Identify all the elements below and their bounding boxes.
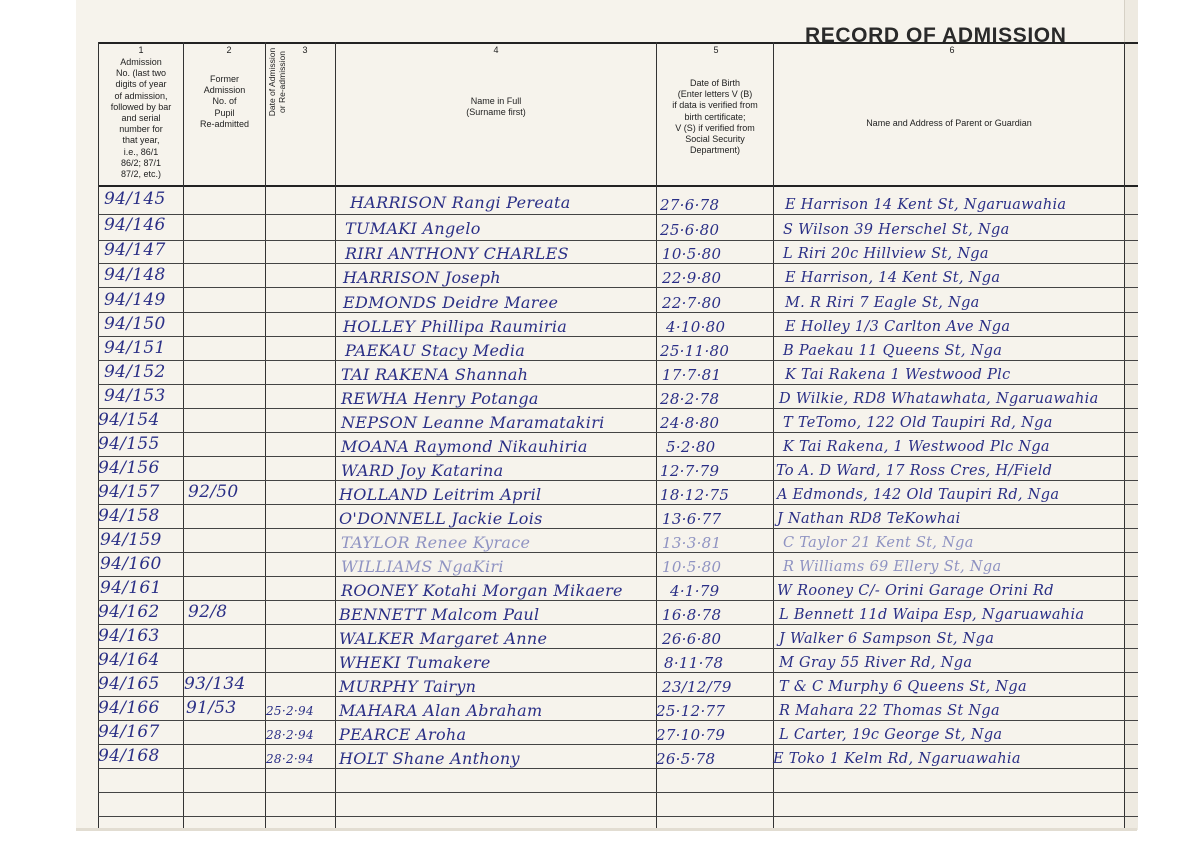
row-line	[98, 480, 1138, 481]
parent-guardian: S Wilson 39 Herschel St, Nga	[783, 222, 1010, 238]
column-divider	[183, 42, 184, 830]
former-admission-no: 93/134	[184, 674, 246, 694]
page-title: RECORD OF ADMISSION	[805, 24, 1067, 47]
pupil-name: WILLIAMS NgaKiri	[341, 557, 504, 576]
parent-guardian: E Harrison 14 Kent St, Ngaruawahia	[785, 197, 1067, 213]
date-of-birth: 25·11·80	[660, 342, 730, 360]
admission-no: 94/156	[98, 458, 160, 478]
pupil-name: REWHA Henry Potanga	[341, 389, 539, 408]
parent-guardian: K Tai Rakena 1 Westwood Plc	[785, 367, 1011, 383]
column-number: 2	[226, 45, 232, 55]
pupil-name: MAHARA Alan Abraham	[339, 701, 543, 720]
parent-guardian: D Wilkie, RD8 Whatawhata, Ngaruawahia	[779, 391, 1099, 407]
pupil-name: RIRI ANTHONY CHARLES	[345, 244, 569, 263]
admission-no: 94/157	[98, 482, 160, 502]
column-number: 1	[138, 45, 144, 55]
row-line	[98, 408, 1138, 409]
date-of-birth: 17·7·81	[662, 366, 722, 384]
pupil-name: PAEKAU Stacy Media	[345, 341, 526, 360]
former-admission-no: 91/53	[186, 698, 237, 718]
pupil-name: BENNETT Malcom Paul	[339, 605, 540, 624]
row-line	[98, 504, 1138, 505]
admission-no: 94/149	[104, 290, 166, 310]
header-former-admission: Former Admission No. of Pupil Re-admitted	[199, 74, 250, 129]
row-line	[98, 240, 1138, 241]
date-of-birth: 28·2·78	[660, 390, 720, 408]
admission-no: 94/164	[98, 650, 160, 670]
column-divider	[335, 42, 336, 830]
parent-guardian: W Rooney C/- Orini Garage Orini Rd	[777, 583, 1054, 599]
date-of-birth: 18·12·75	[660, 486, 730, 504]
admission-date: 28·2·94	[266, 752, 314, 766]
admission-no: 94/160	[100, 554, 162, 574]
parent-guardian: M. R Riri 7 Eagle St, Nga	[785, 295, 980, 311]
date-of-birth: 22·9·80	[662, 269, 722, 287]
date-of-birth: 4·1·79	[670, 582, 720, 600]
row-line	[98, 600, 1138, 601]
admission-no: 94/151	[104, 338, 166, 358]
pupil-name: TAI RAKENA Shannah	[341, 365, 529, 384]
column-divider	[1124, 42, 1125, 830]
column-divider	[773, 42, 774, 830]
admission-no: 94/167	[98, 722, 160, 742]
row-line	[98, 792, 1138, 793]
pupil-name: HOLLEY Phillipa Raumiria	[343, 317, 568, 336]
row-line	[98, 552, 1138, 553]
date-of-birth: 24·8·80	[660, 414, 720, 432]
column-number: 5	[713, 45, 719, 55]
row-line	[98, 432, 1138, 433]
top-rule	[98, 42, 1138, 44]
date-of-birth: 27·6·78	[660, 196, 720, 214]
pupil-name: HARRISON Joseph	[343, 268, 501, 287]
parent-guardian: K Tai Rakena, 1 Westwood Plc Nga	[783, 439, 1050, 455]
row-line	[98, 263, 1138, 264]
pupil-name: NEPSON Leanne Maramatakiri	[341, 413, 605, 432]
admission-no: 94/148	[104, 265, 166, 285]
pupil-name: MOANA Raymond Nikauhiria	[341, 437, 588, 456]
admission-date: 28·2·94	[266, 728, 314, 742]
row-line	[98, 624, 1138, 625]
row-line	[98, 528, 1138, 529]
date-of-birth: 10·5·80	[662, 245, 722, 263]
row-line	[98, 214, 1138, 215]
header-date-of-admission: Date of Admission or Re-admission	[267, 47, 287, 117]
admission-no: 94/159	[100, 530, 162, 550]
parent-guardian: A Edmonds, 142 Old Taupiri Rd, Nga	[777, 487, 1060, 503]
pupil-name: PEARCE Aroha	[339, 725, 467, 744]
date-of-birth: 10·5·80	[662, 558, 722, 576]
row-line	[98, 384, 1138, 385]
parent-guardian: E Toko 1 Kelm Rd, Ngaruawahia	[773, 751, 1021, 767]
date-of-birth: 16·8·78	[662, 606, 722, 624]
parent-guardian: M Gray 55 River Rd, Nga	[779, 655, 973, 671]
row-line	[98, 336, 1138, 337]
row-line	[98, 648, 1138, 649]
pupil-name: TUMAKI Angelo	[345, 219, 481, 238]
date-of-birth: 25·6·80	[660, 221, 720, 239]
pupil-name: EDMONDS Deidre Maree	[343, 293, 559, 312]
row-line	[98, 360, 1138, 361]
header-admission-no: Admission No. (last two digits of year of admission, followed by bar and serial number for that year, i.e., 86/1 86/2; 87/1 87/2, etc.)	[110, 57, 172, 180]
parent-guardian: L Riri 20c Hillview St, Nga	[783, 246, 989, 262]
header-name-in-full: Name in Full (Surname first)	[466, 96, 526, 118]
pupil-name: ROONEY Kotahi Morgan Mikaere	[341, 581, 623, 600]
header-parent-guardian: Name and Address of Parent or Guardian	[866, 118, 1032, 128]
admission-no: 94/147	[104, 240, 166, 260]
admission-no: 94/161	[100, 578, 162, 598]
admission-no: 94/153	[104, 386, 166, 406]
date-of-birth: 4·10·80	[666, 318, 726, 336]
column-number: 4	[493, 45, 499, 55]
parent-guardian: To A. D Ward, 17 Ross Cres, H/Field	[776, 463, 1053, 479]
admission-no: 94/168	[98, 746, 160, 766]
pupil-name: HOLT Shane Anthony	[339, 749, 520, 768]
parent-guardian: B Paekau 11 Queens St, Nga	[783, 343, 1003, 359]
pupil-name: WHEKI Tumakere	[339, 653, 491, 672]
admission-no: 94/146	[104, 215, 166, 235]
admission-date: 25·2·94	[266, 704, 314, 718]
header-date-of-birth: Date of Birth (Enter letters V (B) if data is verified from birth certificate; V (S) if verified from Social Security Department)	[672, 78, 758, 156]
pupil-name: HARRISON Rangi Pereata	[350, 193, 571, 212]
row-line	[98, 672, 1138, 673]
page-edge	[1124, 0, 1138, 830]
row-line	[98, 816, 1138, 817]
row-line	[98, 720, 1138, 721]
admission-no: 94/145	[104, 189, 166, 209]
admission-no: 94/163	[98, 626, 160, 646]
date-of-birth: 8·11·78	[664, 654, 724, 672]
admission-no: 94/162	[98, 602, 160, 622]
parent-guardian: E Harrison, 14 Kent St, Nga	[785, 270, 1001, 286]
date-of-birth: 27·10·79	[656, 726, 726, 744]
column-number: 6	[949, 45, 955, 55]
date-of-birth: 13·3·81	[662, 534, 722, 552]
former-admission-no: 92/8	[188, 602, 228, 622]
pupil-name: MURPHY Tairyn	[339, 677, 477, 696]
parent-guardian: C Taylor 21 Kent St, Nga	[783, 535, 974, 551]
column-number: 3	[302, 45, 308, 55]
parent-guardian: T & C Murphy 6 Queens St, Nga	[779, 679, 1027, 695]
admission-no: 94/154	[98, 410, 160, 430]
admission-no: 94/165	[98, 674, 160, 694]
admission-no: 94/155	[98, 434, 160, 454]
row-line	[98, 768, 1138, 769]
parent-guardian: J Walker 6 Sampson St, Nga	[779, 631, 995, 647]
parent-guardian: E Holley 1/3 Carlton Ave Nga	[785, 319, 1011, 335]
date-of-birth: 13·6·77	[662, 510, 722, 528]
header-rule	[98, 185, 1138, 187]
admission-no: 94/166	[98, 698, 160, 718]
pupil-name: HOLLAND Leitrim April	[339, 485, 542, 504]
former-admission-no: 92/50	[188, 482, 239, 502]
pupil-name: TAYLOR Renee Kyrace	[341, 533, 531, 552]
row-line	[98, 456, 1138, 457]
pupil-name: O'DONNELL Jackie Lois	[339, 509, 543, 528]
admission-no: 94/152	[104, 362, 166, 382]
row-line	[98, 576, 1138, 577]
date-of-birth: 22·7·80	[662, 294, 722, 312]
date-of-birth: 23/12/79	[662, 678, 732, 696]
parent-guardian: J Nathan RD8 TeKowhai	[777, 511, 961, 527]
page-bottom-shadow	[76, 828, 1137, 831]
parent-guardian: L Carter, 19c George St, Nga	[779, 727, 1003, 743]
row-line	[98, 696, 1138, 697]
row-line	[98, 287, 1138, 288]
date-of-birth: 5·2·80	[666, 438, 716, 456]
row-line	[98, 744, 1138, 745]
pupil-name: WARD Joy Katarina	[341, 461, 504, 480]
admission-no: 94/150	[104, 314, 166, 334]
date-of-birth: 25·12·77	[656, 702, 726, 720]
parent-guardian: L Bennett 11d Waipa Esp, Ngaruawahia	[779, 607, 1085, 623]
date-of-birth: 26·6·80	[662, 630, 722, 648]
parent-guardian: R Williams 69 Ellery St, Nga	[783, 559, 1002, 575]
row-line	[98, 312, 1138, 313]
admission-no: 94/158	[98, 506, 160, 526]
parent-guardian: T TeTomo, 122 Old Taupiri Rd, Nga	[783, 415, 1053, 431]
pupil-name: WALKER Margaret Anne	[339, 629, 548, 648]
parent-guardian: R Mahara 22 Thomas St Nga	[779, 703, 1000, 719]
date-of-birth: 12·7·79	[660, 462, 720, 480]
date-of-birth: 26·5·78	[656, 750, 716, 768]
